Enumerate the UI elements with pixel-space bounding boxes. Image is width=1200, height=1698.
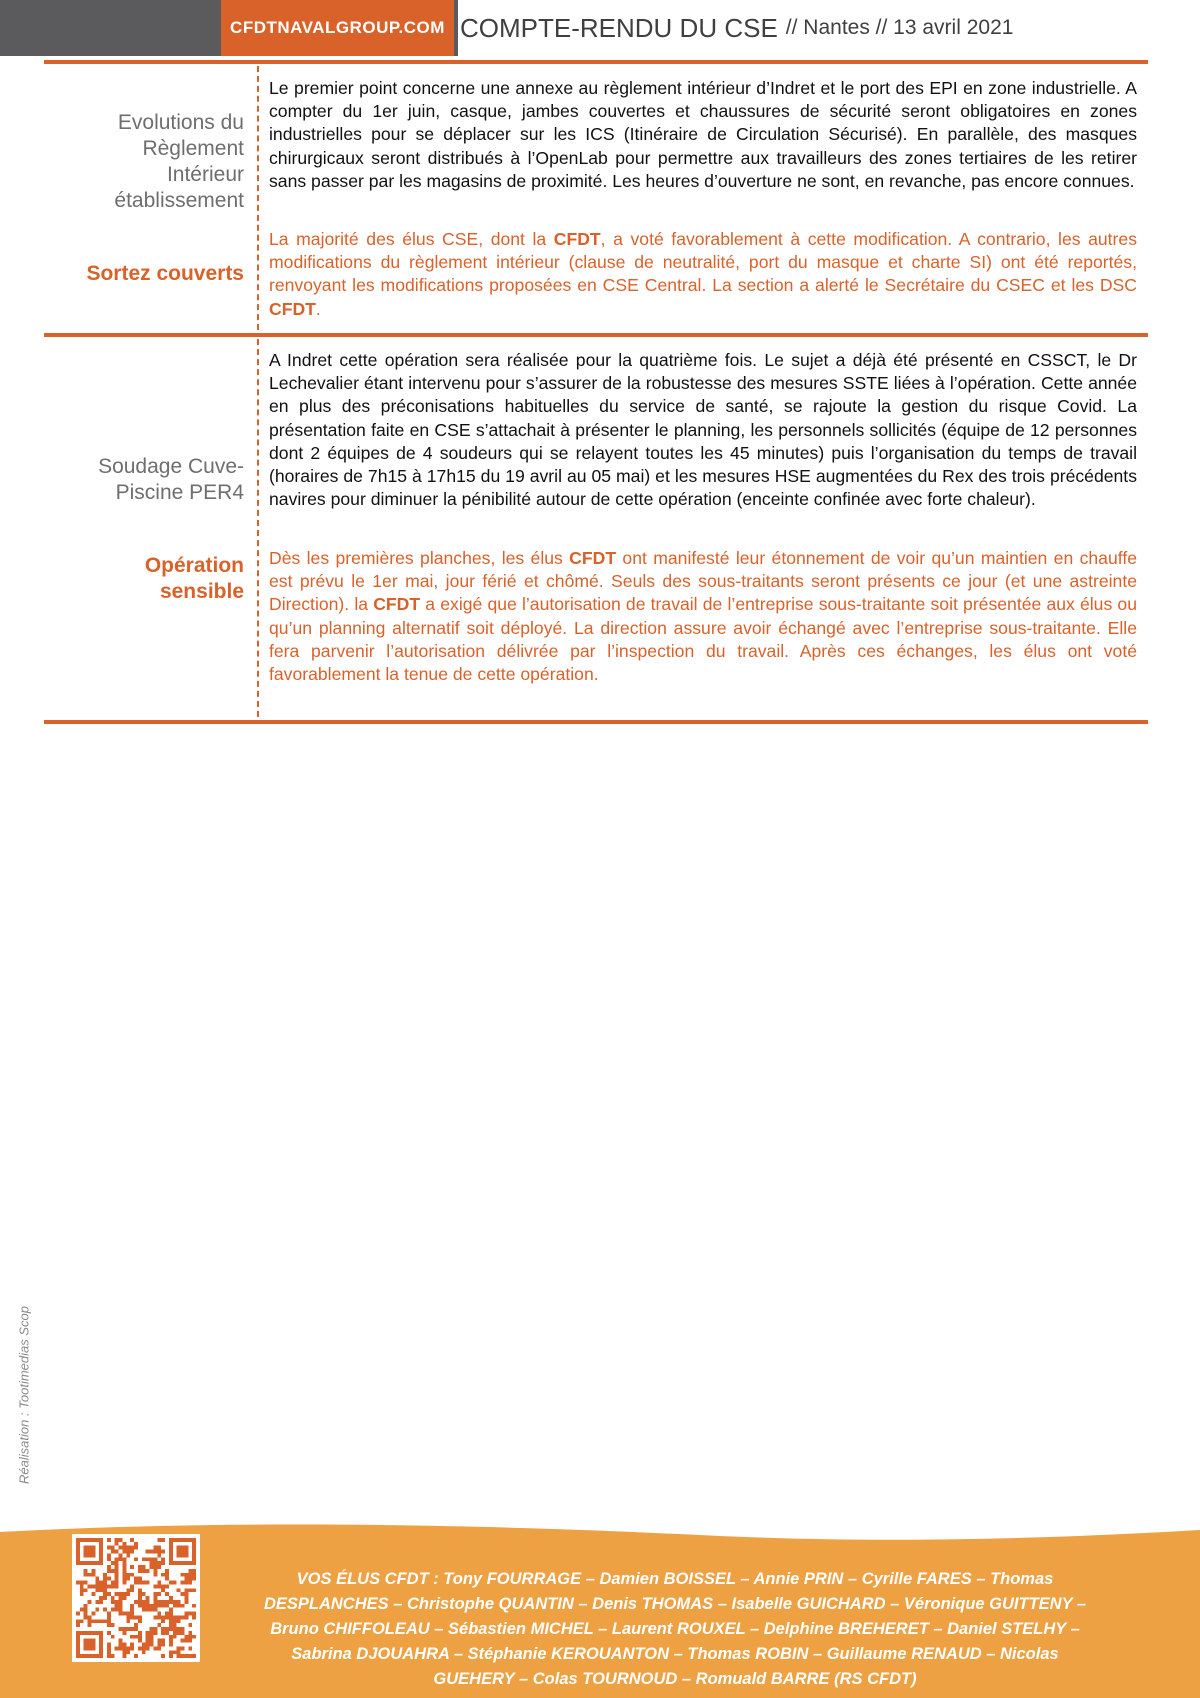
page-title	[458, 0, 1200, 56]
text-run: Dès les premières planches, les élus	[269, 548, 570, 568]
topic-line: Intérieur	[166, 163, 244, 186]
electeds-line: DESPLANCHES – Christophe QUANTIN – Denis THOMAS – Isabelle GUICHARD – Véronique GUITTENY –	[263, 1595, 1087, 1613]
credit-vertical	[14, 1292, 34, 1497]
section-1-cfdt-position	[269, 228, 1137, 321]
text-run: a exigé que l’autorisation de travail de l’entreprise sous-traitante soit présentée aux élus ou qu’un planning alternatif soit déployé. La direction assure avoir échangé avec l’entreprise sous-traitante. Elle fera parvenir l’autorisation délivrée par l’inspection du travail. Après ces échanges, les élus ont voté favorablement la tenue de cette opération.	[269, 594, 1138, 685]
tagline-line: sensible	[159, 580, 244, 603]
credit-text: Réalisation : Tootimedias Scop	[16, 1305, 32, 1484]
elected-members-list	[225, 1567, 1125, 1692]
topic-line: Règlement	[142, 137, 244, 160]
document-title: COMPTE-RENDU DU CSE	[460, 12, 778, 43]
section-divider	[44, 333, 1148, 337]
topic-line: Soudage Cuve-	[98, 455, 244, 478]
electeds-line: Sabrina DJOUAHRA – Stéphanie KEROUANTON – Thomas ROBIN – Guillaume RENAUD – Nicolas	[291, 1645, 1059, 1663]
topic-line: Evolutions du	[117, 111, 244, 134]
electeds-line: Bruno CHIFFOLEAU – Sébastien MICHEL – Laurent ROUXEL – Delphine BREHERET – Daniel STELHY –	[270, 1620, 1080, 1638]
section-1-paragraph: Le premier point concerne une annexe au règlement intérieur d’Indret et le port des EPI en zone industrielle. A compter du 1er juin, casque, jambes couvertes et chaussures de sécurité seront obligatoires en zones industrielles pour se déplacer sur les ICS (Itinéraire de Circulation Sécurisé). En parallèle, des masques chirurgicaux seront distribués à l’OpenLab pour permettre aux travailleurs des zones tertiaires de les retirer sans passer par les magasins de proximité. Les heures d’ouverture ne sont, en revanche, pas encore connues.	[269, 78, 1137, 191]
cfdt-emphasis: CFDT	[553, 229, 601, 249]
electeds-line: VOS ÉLUS CFDT : Tony FOURRAGE – Damien BOISSEL – Annie PRIN – Cyrille FARES – Thomas	[296, 1570, 1054, 1588]
tagline-line: Opération	[144, 554, 244, 577]
section-2-topic	[44, 454, 244, 506]
topic-line: Piscine PER4	[115, 481, 244, 504]
cfdt-emphasis: CFDT	[269, 298, 316, 319]
section-2-paragraph: A Indret cette opération sera réalisée pour la quatrième fois. Le sujet a déjà été présenté en CSSCT, le Dr Lechevalier étant intervenu pour s’assurer de la robustesse des mesures SSTE liées à l’opération. Cette année en plus des préconisations habituelles du service de santé, se rajoute la gestion du risque Covid. La présentation faite en CSE s’attachait à présenter le planning, les personnels sollicités (équipe de 12 personnes dont 2 équipes de 4 soudeurs qui se relayent toutes les 45 minutes) puis l’organisation du temps de travail (horaires de 7h15 à 17h15 du 19 avril au 05 mai) et les mesures HSE augmentées du Rex des trois précédents navires pour diminuer la pénibilité autour de cette opération (enceinte confinée avec forte chaleur).	[269, 350, 1137, 510]
section-1-tagline: Sortez couverts	[86, 262, 244, 285]
text-run: , a voté favorablement à cette modification. A contrario, les autres modifications du règlement intérieur (clause de neutralité, port du masque et charte SI) ont été reportés, renvoyant les modifications proposées en CSE Central. La section a alerté le Secrétaire du CSEC et les DSC	[269, 229, 1137, 296]
text-run: .	[315, 298, 321, 319]
document-subtitle: // Nantes // 13 avril 2021	[785, 16, 1014, 39]
brand-logo: CFDTNAVALGROUP.COM	[221, 0, 454, 56]
qr-code-icon	[72, 1534, 200, 1662]
cfdt-emphasis: CFDT	[373, 594, 421, 615]
column-divider	[257, 339, 259, 717]
electeds-line: GUEHERY – Colas TOURNOUD – Romuald BARRE (RS CFDT)	[433, 1670, 917, 1688]
section-bottom-divider	[44, 720, 1148, 724]
section-1-topic	[44, 110, 244, 214]
topic-line: établissement	[114, 189, 244, 212]
text-run: La majorité des élus CSE, dont la	[269, 229, 554, 249]
section-2-tagline	[44, 553, 244, 605]
cfdt-emphasis: CFDT	[569, 548, 617, 568]
section-top-divider	[44, 60, 1148, 64]
text-run: ont manifesté leur étonnement de voir qu’un maintien en chauffe est prévu le 1er mai, jour férié et chômé. Seuls des sous-traitants seront présents ce jour (et une astreinte Direction). la	[269, 548, 1137, 615]
column-divider	[257, 66, 259, 330]
section-2-cfdt-position	[269, 547, 1137, 686]
